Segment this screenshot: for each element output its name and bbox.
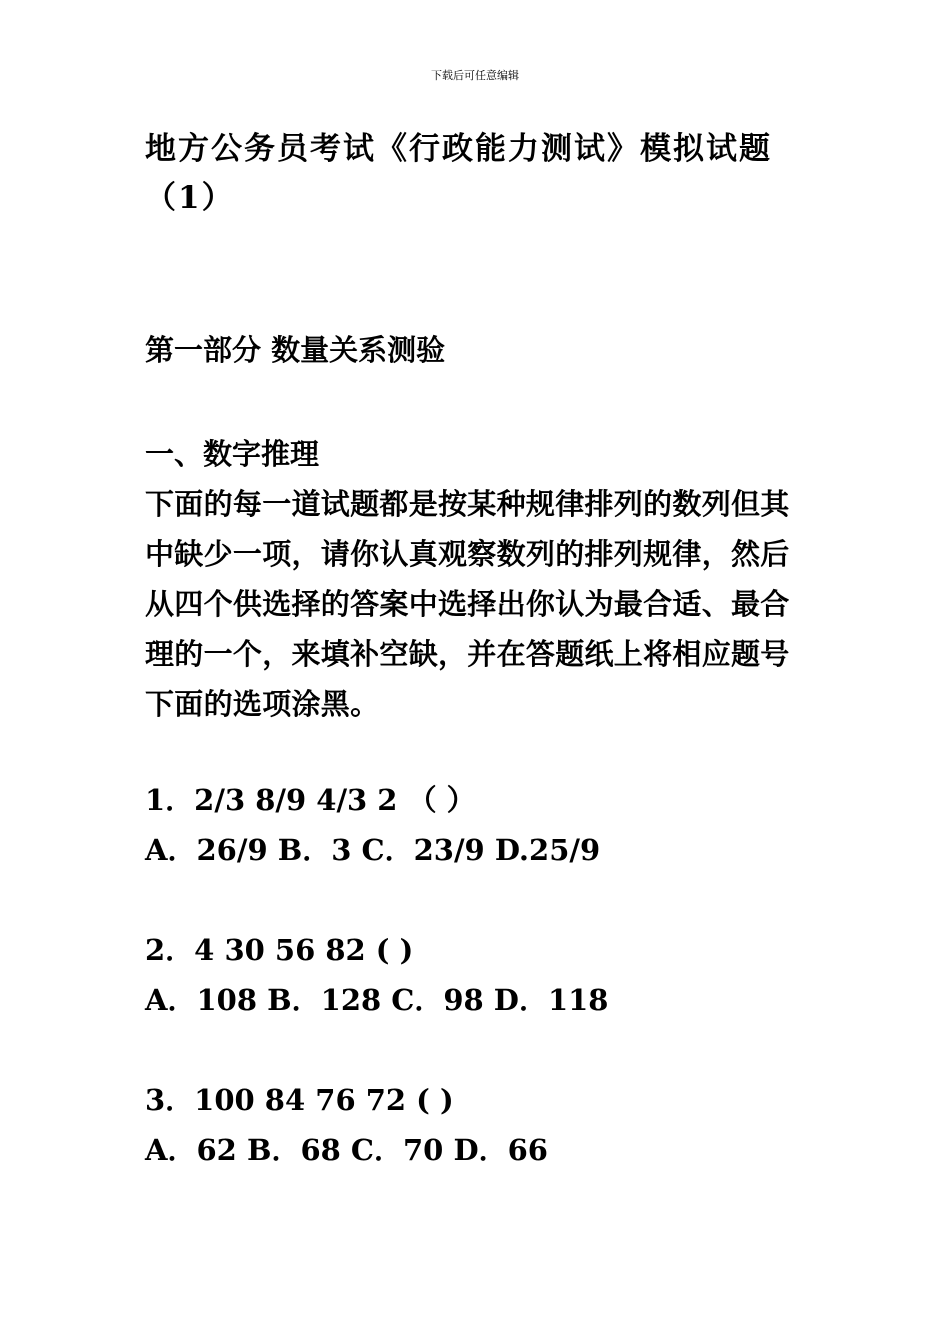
question-1 — [145, 775, 810, 875]
question-options: A．62 B．68 C．70 D．66 — [145, 1133, 548, 1167]
question-stem: 2．4 30 56 82 ( ) — [145, 933, 414, 967]
question-3 — [145, 1075, 810, 1175]
page-title: 地方公务员考试《行政能力测试》模拟试题（1） — [145, 131, 772, 216]
subsection-title: 一、数字推理 — [145, 437, 320, 471]
question-stem: 3．100 84 76 72 ( ) — [145, 1083, 454, 1117]
header-note: 下载后可任意编辑 — [431, 69, 519, 82]
section-title: 第一部分 数量关系测验 — [145, 333, 446, 367]
subsection — [145, 429, 810, 729]
question-options: A．108 B．128 C．98 D．118 — [145, 983, 609, 1017]
question-stem: 1．2/3 8/9 4/3 2 （ ） — [145, 783, 476, 817]
instructions-paragraph: 下面的每一道试题都是按某种规律排列的数列但其中缺少一项，请你认真观察数列的排列规律，然后从四个供选择的答案中选择出你认为最合适、最合理的一个，来填补空缺，并在答题纸上将相应题号下面的选项涂黑。 — [145, 487, 790, 721]
document-content — [145, 125, 810, 1167]
question-2 — [145, 925, 810, 1025]
question-list — [145, 775, 810, 1225]
question-options: A．26/9 B．3 C．23/9 D.25/9 — [145, 833, 601, 867]
